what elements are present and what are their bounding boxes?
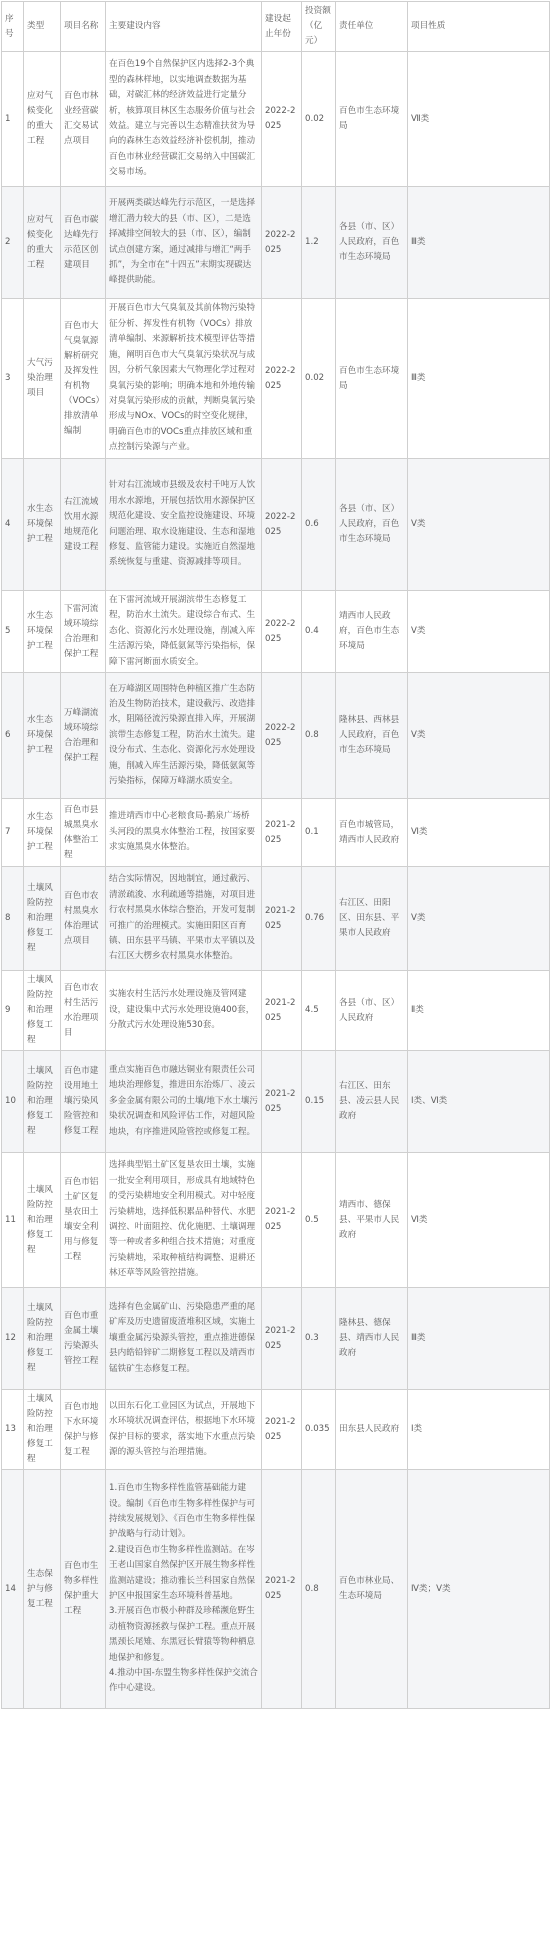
cell-responsible-unit: 隆林县、西林县人民政府，百色市生态环境局 xyxy=(336,673,408,799)
cell-project-nature: Ⅳ类；Ⅴ类 xyxy=(408,1470,550,1709)
cell-responsible-unit: 田东县人民政府 xyxy=(336,1390,408,1470)
header-project-name: 项目名称 xyxy=(61,2,106,52)
cell-years: 2021-2025 xyxy=(262,1288,302,1390)
cell-type: 应对气候变化的重大工程 xyxy=(24,52,61,187)
cell-content: 针对右江流域市县级及农村千吨万人饮用水水源地，开展包括饮用水源保护区规范化建设、安全监控设施建设、环境问题治理、取水设施建设、生态和湿地修复、监管能力建设。实施近自然湿地系统恢复与重建、资源减排等项目。 xyxy=(106,459,262,591)
cell-responsible-unit: 隆林县、德保县、靖西市人民政府 xyxy=(336,1288,408,1390)
header-responsible-unit: 责任单位 xyxy=(336,2,408,52)
cell-years: 2022-2025 xyxy=(262,187,302,299)
cell-project-name: 百色市农村生活污水治理项目 xyxy=(61,971,106,1051)
cell-project-name: 百色市生物多样性保护重大工程 xyxy=(61,1470,106,1709)
cell-years: 2021-2025 xyxy=(262,1390,302,1470)
cell-investment: 0.76 xyxy=(302,867,336,971)
cell-no: 2 xyxy=(2,187,24,299)
cell-project-name: 百色市林业经营碳汇交易试点项目 xyxy=(61,52,106,187)
cell-type: 大气污染治理项目 xyxy=(24,299,61,459)
cell-investment: 0.3 xyxy=(302,1288,336,1390)
table-row xyxy=(2,1390,550,1470)
cell-content: 选择典型铝土矿区复垦农田土壤，实施一批安全利用项目，形成具有地域特色的受污染耕地安全利用模式。对中轻度污染耕地，选择低积累品种替代、水肥调控、叶面阻控、优化施肥、土壤调理等一种或者多种组合技术措施；对重度污染耕地，采取种植结构调整、退耕还林还草等风险管控措施。 xyxy=(106,1153,262,1288)
table-row xyxy=(2,867,550,971)
cell-project-nature: Ⅲ类 xyxy=(408,1288,550,1390)
header-content: 主要建设内容 xyxy=(106,2,262,52)
cell-project-nature: Ⅶ类 xyxy=(408,52,550,187)
cell-content: 1.百色市生物多样性监管基础能力建设。编制《百色市生物多样性保护与可持续发展规划》、《百色市生物多样性保护战略与行动计划》。 2.建设百色市生物多样性监测站。在岑王老山国家自然保护区开展生物多样性监测站建设；推动雅长兰科国家自然保护区申报国家生态环境科普基地。 3.开展百色市极小种群及珍稀濒危野生动植物资源拯救与保护工程。重点开展黑颈长尾雉、东黑冠长臂猿等物种栖息地保护和修复。 4.推动中国-东盟生物多样性保护交流合作中心建设。 xyxy=(106,1470,262,1709)
cell-project-nature: Ⅴ类 xyxy=(408,867,550,971)
cell-years: 2021-2025 xyxy=(262,799,302,867)
cell-years: 2021-2025 xyxy=(262,1470,302,1709)
cell-responsible-unit: 百色市生态环境局 xyxy=(336,299,408,459)
cell-content: 在下雷河流域开展湖滨带生态修复工程，防治水土流失。建设综合布式、生态化、资源化污水处理设施，削减入库生活源污染，降低氨氮等污染指标，保障下雷河断面水质安全。 xyxy=(106,591,262,673)
cell-type: 应对气候变化的重大工程 xyxy=(24,187,61,299)
cell-investment: 0.5 xyxy=(302,1153,336,1288)
table-header-row xyxy=(2,2,550,52)
cell-project-name: 百色市铝土矿区复垦农田土壤安全利用与修复工程 xyxy=(61,1153,106,1288)
header-no: 序号 xyxy=(2,2,24,52)
cell-project-nature: Ⅴ类 xyxy=(408,673,550,799)
cell-type: 土壤风险防控和治理修复工程 xyxy=(24,1051,61,1153)
cell-years: 2021-2025 xyxy=(262,1051,302,1153)
cell-no: 4 xyxy=(2,459,24,591)
header-investment: 投资额（亿元） xyxy=(302,2,336,52)
table-row xyxy=(2,187,550,299)
cell-investment: 0.1 xyxy=(302,799,336,867)
cell-project-nature: Ⅲ类 xyxy=(408,187,550,299)
cell-content: 在万峰湖区周围特色种植区推广生态防治及生物防治技术，建设截污、改造排水，阻隔径流污染源直排入库，开展湖滨带生态修复工程，防治水土流失。建设分布式、生态化、资源化污水处理设施，削减入库生活源污染，降低氨氮等污染指标，保障万峰湖水质安全。 xyxy=(106,673,262,799)
cell-investment: 0.4 xyxy=(302,591,336,673)
cell-responsible-unit: 右江区、田阳区、田东县、平果市人民政府 xyxy=(336,867,408,971)
cell-responsible-unit: 百色市城管局，靖西市人民政府 xyxy=(336,799,408,867)
cell-years: 2021-2025 xyxy=(262,1153,302,1288)
cell-type: 生态保护与修复工程 xyxy=(24,1470,61,1709)
table-row xyxy=(2,1470,550,1709)
cell-investment: 4.5 xyxy=(302,971,336,1051)
cell-content: 实施农村生活污水处理设施及管网建设，建设集中式污水处理设施400套，分散式污水处理设施530套。 xyxy=(106,971,262,1051)
cell-type: 水生态环境保护工程 xyxy=(24,799,61,867)
cell-years: 2022-2025 xyxy=(262,299,302,459)
table-row xyxy=(2,1288,550,1390)
header-years: 建设起止年份 xyxy=(262,2,302,52)
table-row xyxy=(2,459,550,591)
cell-content: 选择有色金属矿山、污染隐患严重的尾矿库及历史遗留废渣堆积区域，实施土壤重金属污染源头管控，重点推进德保县内皓铅锌矿二期修复工程以及靖西市锰铁矿生态修复工程。 xyxy=(106,1288,262,1390)
cell-type: 土壤风险防控和治理修复工程 xyxy=(24,867,61,971)
cell-years: 2022-2025 xyxy=(262,591,302,673)
header-type: 类型 xyxy=(24,2,61,52)
cell-project-nature: Ⅰ类 xyxy=(408,1390,550,1470)
cell-content: 开展百色市大气臭氧及其前体物污染特征分析、挥发性有机物（VOCs）排放清单编制、来源解析技术模型评估等措施，阐明百色市大气臭氧污染状况与成因，分析气象因素大气物理化学过程对臭氧污染的影响；明确本地和外地传输对臭氧污染形成的贡献，判断臭氧污染形成与NOx、VOCs的时空变化规律，明确百色市的VOCs重点排放区域和重点控制污染源与产业。 xyxy=(106,299,262,459)
cell-no: 1 xyxy=(2,52,24,187)
project-table xyxy=(1,1,550,1709)
cell-project-name: 百色市县城黑臭水体整治工程 xyxy=(61,799,106,867)
cell-years: 2021-2025 xyxy=(262,867,302,971)
cell-investment: 0.8 xyxy=(302,673,336,799)
cell-responsible-unit: 百色市生态环境局 xyxy=(336,52,408,187)
cell-years: 2022-2025 xyxy=(262,52,302,187)
table-row xyxy=(2,799,550,867)
cell-type: 水生态环境保护工程 xyxy=(24,591,61,673)
cell-years: 2021-2025 xyxy=(262,971,302,1051)
cell-project-nature: Ⅵ类 xyxy=(408,799,550,867)
cell-project-nature: Ⅴ类 xyxy=(408,591,550,673)
cell-type: 水生态环境保护工程 xyxy=(24,459,61,591)
cell-no: 12 xyxy=(2,1288,24,1390)
cell-no: 6 xyxy=(2,673,24,799)
cell-project-name: 下雷河流域环境综合治理和保护工程 xyxy=(61,591,106,673)
cell-project-name: 万峰湖流域环境综合治理和保护工程 xyxy=(61,673,106,799)
cell-type: 土壤风险防控和治理修复工程 xyxy=(24,1390,61,1470)
cell-content: 推进靖西市中心老粮食局-鹅泉广场桥头河段的黑臭水体整治工程，按国家要求实施黑臭水体整治。 xyxy=(106,799,262,867)
cell-responsible-unit: 靖西市人民政府，百色市生态环境局 xyxy=(336,591,408,673)
cell-investment: 1.2 xyxy=(302,187,336,299)
cell-type: 水生态环境保护工程 xyxy=(24,673,61,799)
cell-project-name: 右江流域饮用水源地规范化建设工程 xyxy=(61,459,106,591)
cell-project-nature: Ⅴ类 xyxy=(408,459,550,591)
cell-investment: 0.035 xyxy=(302,1390,336,1470)
cell-project-name: 百色市地下水环境保护与修复工程 xyxy=(61,1390,106,1470)
cell-project-name: 百色市碳达峰先行示范区创建项目 xyxy=(61,187,106,299)
cell-responsible-unit: 各县（市、区）人民政府 xyxy=(336,971,408,1051)
cell-content: 开展两类碳达峰先行示范区，一是选择增汇潜力较大的县（市、区），二是选择减排空间较大的县（市、区），编制试点创建方案，通过减排与增汇“两手抓”，为全市在“十四五”末期实现碳达峰提供助能。 xyxy=(106,187,262,299)
cell-responsible-unit: 百色市林业局、生态环境局 xyxy=(336,1470,408,1709)
cell-type: 土壤风险防控和治理修复工程 xyxy=(24,1288,61,1390)
table-row xyxy=(2,1153,550,1288)
cell-project-name: 百色市建设用地土壤污染风险管控和修复工程 xyxy=(61,1051,106,1153)
cell-no: 13 xyxy=(2,1390,24,1470)
cell-investment: 0.6 xyxy=(302,459,336,591)
cell-years: 2022-2025 xyxy=(262,459,302,591)
cell-project-nature: Ⅱ类 xyxy=(408,971,550,1051)
cell-responsible-unit: 各县（市、区）人民政府，百色市生态环境局 xyxy=(336,459,408,591)
cell-no: 11 xyxy=(2,1153,24,1288)
cell-investment: 0.02 xyxy=(302,52,336,187)
cell-investment: 0.8 xyxy=(302,1470,336,1709)
cell-type: 土壤风险防控和治理修复工程 xyxy=(24,971,61,1051)
cell-no: 3 xyxy=(2,299,24,459)
cell-no: 8 xyxy=(2,867,24,971)
cell-no: 14 xyxy=(2,1470,24,1709)
cell-content: 结合实际情况，因地制宜，通过截污、清淤疏浚、水利疏通等措施，对项目进行农村黑臭水体综合整治，开发可复制可推广的治理模式。实施田阳区百育镇、田东县平马镇、平果市太平镇以及右江区大楞乡农村黑臭水体整治。 xyxy=(106,867,262,971)
table-row xyxy=(2,299,550,459)
cell-project-nature: Ⅲ类 xyxy=(408,299,550,459)
table-row xyxy=(2,1051,550,1153)
cell-years: 2022-2025 xyxy=(262,673,302,799)
cell-project-nature: Ⅵ类 xyxy=(408,1153,550,1288)
cell-responsible-unit: 靖西市、德保县、平果市人民政府 xyxy=(336,1153,408,1288)
table-row xyxy=(2,673,550,799)
cell-no: 10 xyxy=(2,1051,24,1153)
table-row xyxy=(2,971,550,1051)
cell-no: 7 xyxy=(2,799,24,867)
cell-responsible-unit: 各县（市、区）人民政府，百色市生态环境局 xyxy=(336,187,408,299)
cell-investment: 0.15 xyxy=(302,1051,336,1153)
cell-no: 9 xyxy=(2,971,24,1051)
cell-content: 在百色19个自然保护区内选择2-3个典型的森林样地，以实地调查数据为基础，对碳汇林的经济效益进行定量分析，核算项目林区生态服务价值与社会效益。建立与完善以生态精准扶贫为导向的森林生态效益经济补偿机制，推动百色市林业经营碳汇交易纳入中国碳汇交易市场。 xyxy=(106,52,262,187)
cell-no: 5 xyxy=(2,591,24,673)
cell-project-name: 百色市重金属土壤污染源头管控工程 xyxy=(61,1288,106,1390)
cell-project-nature: Ⅰ类、Ⅵ类 xyxy=(408,1051,550,1153)
table-row xyxy=(2,591,550,673)
cell-content: 重点实施百色市融达铜业有限责任公司地块治理修复，推进田东治炼厂、凌云多金金属有限公司的土壤/地下水土壤污染状况调查和风险评估工作，对超风险地块，有序推进风险管控或修复工程。 xyxy=(106,1051,262,1153)
cell-responsible-unit: 右江区、田东县、凌云县人民政府 xyxy=(336,1051,408,1153)
cell-investment: 0.02 xyxy=(302,299,336,459)
cell-type: 土壤风险防控和治理修复工程 xyxy=(24,1153,61,1288)
table-row xyxy=(2,52,550,187)
cell-project-name: 百色市农村黑臭水体治理试点项目 xyxy=(61,867,106,971)
cell-content: 以田东石化工业园区为试点，开展地下水环境状况调查评估，根据地下水环境保护目标的要求，落实地下水重点污染源的源头管控与治理措施。 xyxy=(106,1390,262,1470)
cell-project-name: 百色市大气臭氧源解析研究及挥发性有机物（VOCs）排放清单编制 xyxy=(61,299,106,459)
header-project-nature: 项目性质 xyxy=(408,2,550,52)
